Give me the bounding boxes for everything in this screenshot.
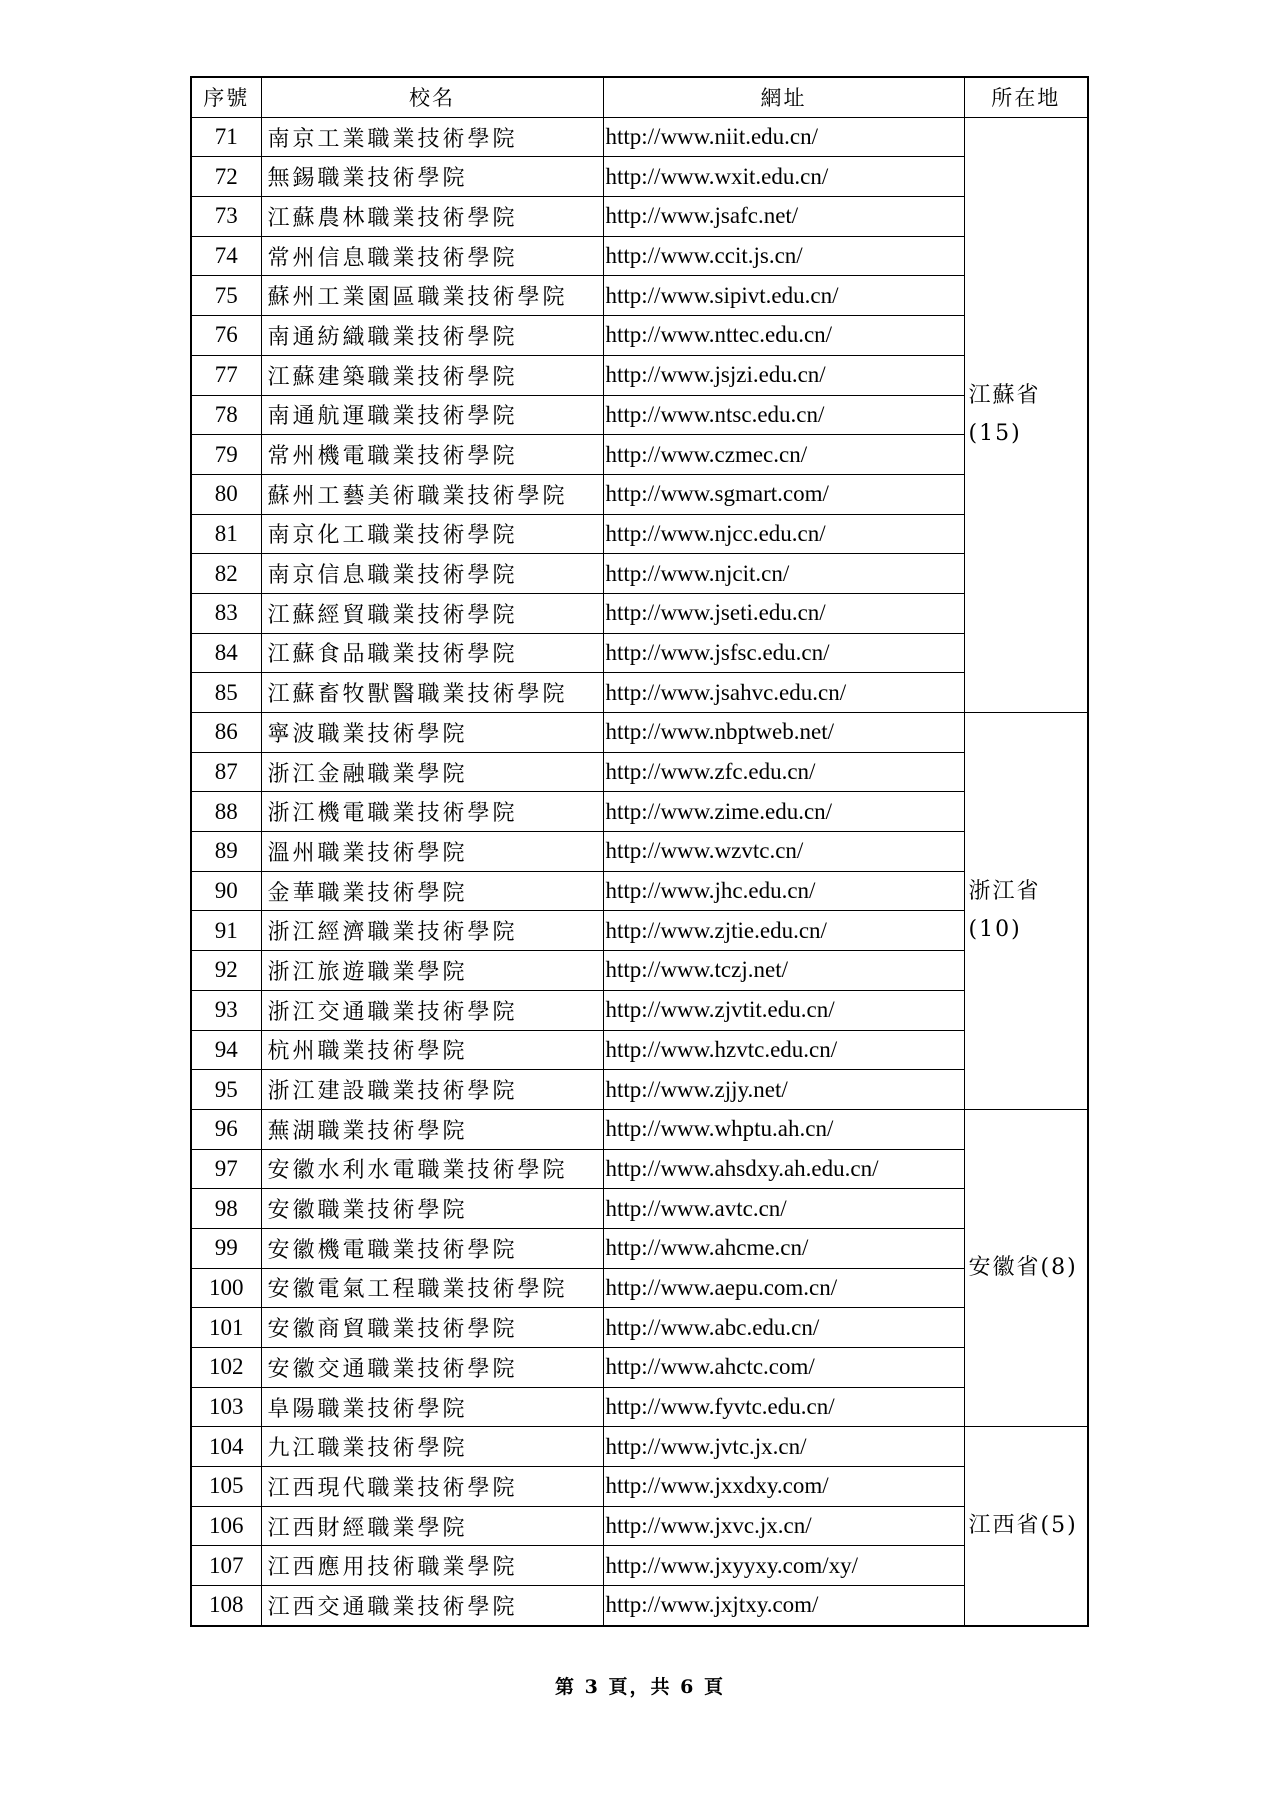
row-number: 97 xyxy=(191,1149,261,1189)
table-row xyxy=(191,474,1088,514)
school-url: http://www.njcit.cn/ xyxy=(603,554,964,594)
table-row xyxy=(191,1189,1088,1229)
table-row xyxy=(191,871,1088,911)
row-number: 92 xyxy=(191,951,261,991)
school-name: 江蘇農林職業技術學院 xyxy=(261,197,603,237)
school-name: 江蘇建築職業技術學院 xyxy=(261,355,603,395)
table-row xyxy=(191,197,1088,237)
school-name: 江西財經職業學院 xyxy=(261,1506,603,1546)
province-label: 安徽省(8) xyxy=(968,1255,1078,1281)
school-url: http://www.ahsdxy.ah.edu.cn/ xyxy=(603,1149,964,1189)
table-row xyxy=(191,157,1088,197)
school-url: http://www.jsafc.net/ xyxy=(603,197,964,237)
row-number: 90 xyxy=(191,871,261,911)
school-url: http://www.aepu.com.cn/ xyxy=(603,1268,964,1308)
school-url: http://www.jsfsc.edu.cn/ xyxy=(603,633,964,673)
school-name: 浙江旅遊職業學院 xyxy=(261,951,603,991)
row-number: 100 xyxy=(191,1268,261,1308)
school-name: 江蘇畜牧獸醫職業技術學院 xyxy=(261,673,603,713)
school-url: http://www.jvtc.jx.cn/ xyxy=(603,1427,964,1467)
table-row xyxy=(191,1109,1088,1149)
table-row xyxy=(191,395,1088,435)
school-name: 浙江建設職業技術學院 xyxy=(261,1070,603,1110)
school-url: http://www.whptu.ah.cn/ xyxy=(603,1109,964,1149)
school-url: http://www.jseti.edu.cn/ xyxy=(603,593,964,633)
school-name: 江西應用技術職業學院 xyxy=(261,1546,603,1586)
table-row xyxy=(191,117,1088,157)
row-number: 89 xyxy=(191,832,261,872)
school-url: http://www.hzvtc.edu.cn/ xyxy=(603,1030,964,1070)
table-row xyxy=(191,1387,1088,1427)
school-name: 南京工業職業技術學院 xyxy=(261,117,603,157)
table-row xyxy=(191,1308,1088,1348)
school-name: 無錫職業技術學院 xyxy=(261,157,603,197)
row-number: 93 xyxy=(191,990,261,1030)
table-row xyxy=(191,1228,1088,1268)
province-cell xyxy=(964,1109,1088,1427)
row-number: 78 xyxy=(191,395,261,435)
row-number: 71 xyxy=(191,117,261,157)
school-url: http://www.jsahvc.edu.cn/ xyxy=(603,673,964,713)
table-row xyxy=(191,1586,1088,1626)
school-name: 南通航運職業技術學院 xyxy=(261,395,603,435)
table-row xyxy=(191,633,1088,673)
row-number: 98 xyxy=(191,1189,261,1229)
row-number: 73 xyxy=(191,197,261,237)
row-number: 79 xyxy=(191,435,261,475)
school-url: http://www.zjtie.edu.cn/ xyxy=(603,911,964,951)
table-row xyxy=(191,990,1088,1030)
table-row xyxy=(191,1149,1088,1189)
row-number: 96 xyxy=(191,1109,261,1149)
row-number: 106 xyxy=(191,1506,261,1546)
school-url: http://www.wzvtc.cn/ xyxy=(603,832,964,872)
row-number: 87 xyxy=(191,752,261,792)
school-url: http://www.ahctc.com/ xyxy=(603,1348,964,1388)
school-name: 江西現代職業技術學院 xyxy=(261,1467,603,1507)
school-url: http://www.zfc.edu.cn/ xyxy=(603,752,964,792)
table-row xyxy=(191,713,1088,753)
row-number: 77 xyxy=(191,355,261,395)
school-name: 江蘇食品職業技術學院 xyxy=(261,633,603,673)
table-row xyxy=(191,435,1088,475)
school-table xyxy=(190,76,1089,1627)
school-name: 蕪湖職業技術學院 xyxy=(261,1109,603,1149)
school-url: http://www.zjjy.net/ xyxy=(603,1070,964,1110)
school-name: 常州信息職業技術學院 xyxy=(261,236,603,276)
school-name: 蘇州工業園區職業技術學院 xyxy=(261,276,603,316)
table-row xyxy=(191,832,1088,872)
table-row xyxy=(191,236,1088,276)
row-number: 88 xyxy=(191,792,261,832)
school-url: http://www.ahcme.cn/ xyxy=(603,1228,964,1268)
school-name: 安徽機電職業技術學院 xyxy=(261,1228,603,1268)
row-number: 99 xyxy=(191,1228,261,1268)
school-name: 安徽交通職業技術學院 xyxy=(261,1348,603,1388)
row-number: 102 xyxy=(191,1348,261,1388)
school-url: http://www.wxit.edu.cn/ xyxy=(603,157,964,197)
row-number: 81 xyxy=(191,514,261,554)
row-number: 84 xyxy=(191,633,261,673)
table-row xyxy=(191,1030,1088,1070)
province-cell xyxy=(964,713,1088,1110)
row-number: 85 xyxy=(191,673,261,713)
school-url: http://www.jxjtxy.com/ xyxy=(603,1586,964,1626)
header-url: 網址 xyxy=(603,77,964,117)
row-number: 94 xyxy=(191,1030,261,1070)
row-number: 108 xyxy=(191,1586,261,1626)
school-name: 金華職業技術學院 xyxy=(261,871,603,911)
school-name: 浙江金融職業學院 xyxy=(261,752,603,792)
table-header-row xyxy=(191,77,1088,117)
school-url: http://www.njcc.edu.cn/ xyxy=(603,514,964,554)
school-name: 杭州職業技術學院 xyxy=(261,1030,603,1070)
row-number: 75 xyxy=(191,276,261,316)
school-url: http://www.nbptweb.net/ xyxy=(603,713,964,753)
table-row xyxy=(191,792,1088,832)
school-name: 常州機電職業技術學院 xyxy=(261,435,603,475)
province-label: 江西省(5) xyxy=(968,1513,1078,1539)
table-row xyxy=(191,911,1088,951)
row-number: 104 xyxy=(191,1427,261,1467)
table-body xyxy=(191,117,1088,1626)
table-row xyxy=(191,752,1088,792)
row-number: 74 xyxy=(191,236,261,276)
school-name: 浙江交通職業技術學院 xyxy=(261,990,603,1030)
row-number: 105 xyxy=(191,1467,261,1507)
table-row xyxy=(191,514,1088,554)
page-footer: 第 3 頁，共 6 頁 xyxy=(555,1676,725,1698)
province-label: 江蘇省 xyxy=(968,382,1041,408)
row-number: 72 xyxy=(191,157,261,197)
table-row xyxy=(191,593,1088,633)
school-url: http://www.nttec.edu.cn/ xyxy=(603,316,964,356)
table-row xyxy=(191,1070,1088,1110)
row-number: 91 xyxy=(191,911,261,951)
table-row xyxy=(191,673,1088,713)
school-url: http://www.jxyyxy.com/xy/ xyxy=(603,1546,964,1586)
table-row xyxy=(191,951,1088,991)
school-name: 浙江機電職業技術學院 xyxy=(261,792,603,832)
school-url: http://www.avtc.cn/ xyxy=(603,1189,964,1229)
table-row xyxy=(191,1268,1088,1308)
header-location: 所在地 xyxy=(964,77,1088,117)
row-number: 83 xyxy=(191,593,261,633)
school-name: 九江職業技術學院 xyxy=(261,1427,603,1467)
row-number: 82 xyxy=(191,554,261,594)
table-row xyxy=(191,1427,1088,1467)
school-url: http://www.ccit.js.cn/ xyxy=(603,236,964,276)
row-number: 86 xyxy=(191,713,261,753)
table-row xyxy=(191,1348,1088,1388)
school-url: http://www.czmec.cn/ xyxy=(603,435,964,475)
row-number: 76 xyxy=(191,316,261,356)
row-number: 103 xyxy=(191,1387,261,1427)
school-name: 寧波職業技術學院 xyxy=(261,713,603,753)
province-label: 浙江省 xyxy=(968,878,1041,904)
school-name: 溫州職業技術學院 xyxy=(261,832,603,872)
table-row xyxy=(191,276,1088,316)
school-url: http://www.abc.edu.cn/ xyxy=(603,1308,964,1348)
table-row xyxy=(191,1546,1088,1586)
row-number: 95 xyxy=(191,1070,261,1110)
school-url: http://www.zjvtit.edu.cn/ xyxy=(603,990,964,1030)
school-name: 南京化工職業技術學院 xyxy=(261,514,603,554)
school-url: http://www.jxxdxy.com/ xyxy=(603,1467,964,1507)
header-name: 校名 xyxy=(261,77,603,117)
school-name: 阜陽職業技術學院 xyxy=(261,1387,603,1427)
school-url: http://www.jhc.edu.cn/ xyxy=(603,871,964,911)
header-no: 序號 xyxy=(191,77,261,117)
school-name: 江蘇經貿職業技術學院 xyxy=(261,593,603,633)
school-url: http://www.fyvtc.edu.cn/ xyxy=(603,1387,964,1427)
province-cell xyxy=(964,117,1088,712)
school-url: http://www.sipivt.edu.cn/ xyxy=(603,276,964,316)
row-number: 107 xyxy=(191,1546,261,1586)
school-name: 南京信息職業技術學院 xyxy=(261,554,603,594)
school-name: 安徽商貿職業技術學院 xyxy=(261,1308,603,1348)
school-name: 浙江經濟職業技術學院 xyxy=(261,911,603,951)
table-row xyxy=(191,316,1088,356)
school-url: http://www.jsjzi.edu.cn/ xyxy=(603,355,964,395)
row-number: 80 xyxy=(191,474,261,514)
school-name: 江西交通職業技術學院 xyxy=(261,1586,603,1626)
school-name: 蘇州工藝美術職業技術學院 xyxy=(261,474,603,514)
province-cell xyxy=(964,1427,1088,1626)
table-row xyxy=(191,554,1088,594)
school-url: http://www.ntsc.edu.cn/ xyxy=(603,395,964,435)
table-row xyxy=(191,1467,1088,1507)
table-row xyxy=(191,355,1088,395)
row-number: 101 xyxy=(191,1308,261,1348)
school-url: http://www.jxvc.jx.cn/ xyxy=(603,1506,964,1546)
province-label: (10) xyxy=(968,916,1022,942)
school-url: http://www.niit.edu.cn/ xyxy=(603,117,964,157)
school-name: 安徽水利水電職業技術學院 xyxy=(261,1149,603,1189)
school-name: 南通紡織職業技術學院 xyxy=(261,316,603,356)
school-name: 安徽電氣工程職業技術學院 xyxy=(261,1268,603,1308)
school-name: 安徽職業技術學院 xyxy=(261,1189,603,1229)
school-url: http://www.tczj.net/ xyxy=(603,951,964,991)
school-url: http://www.sgmart.com/ xyxy=(603,474,964,514)
province-label: (15) xyxy=(968,420,1022,446)
table-row xyxy=(191,1506,1088,1546)
school-url: http://www.zime.edu.cn/ xyxy=(603,792,964,832)
